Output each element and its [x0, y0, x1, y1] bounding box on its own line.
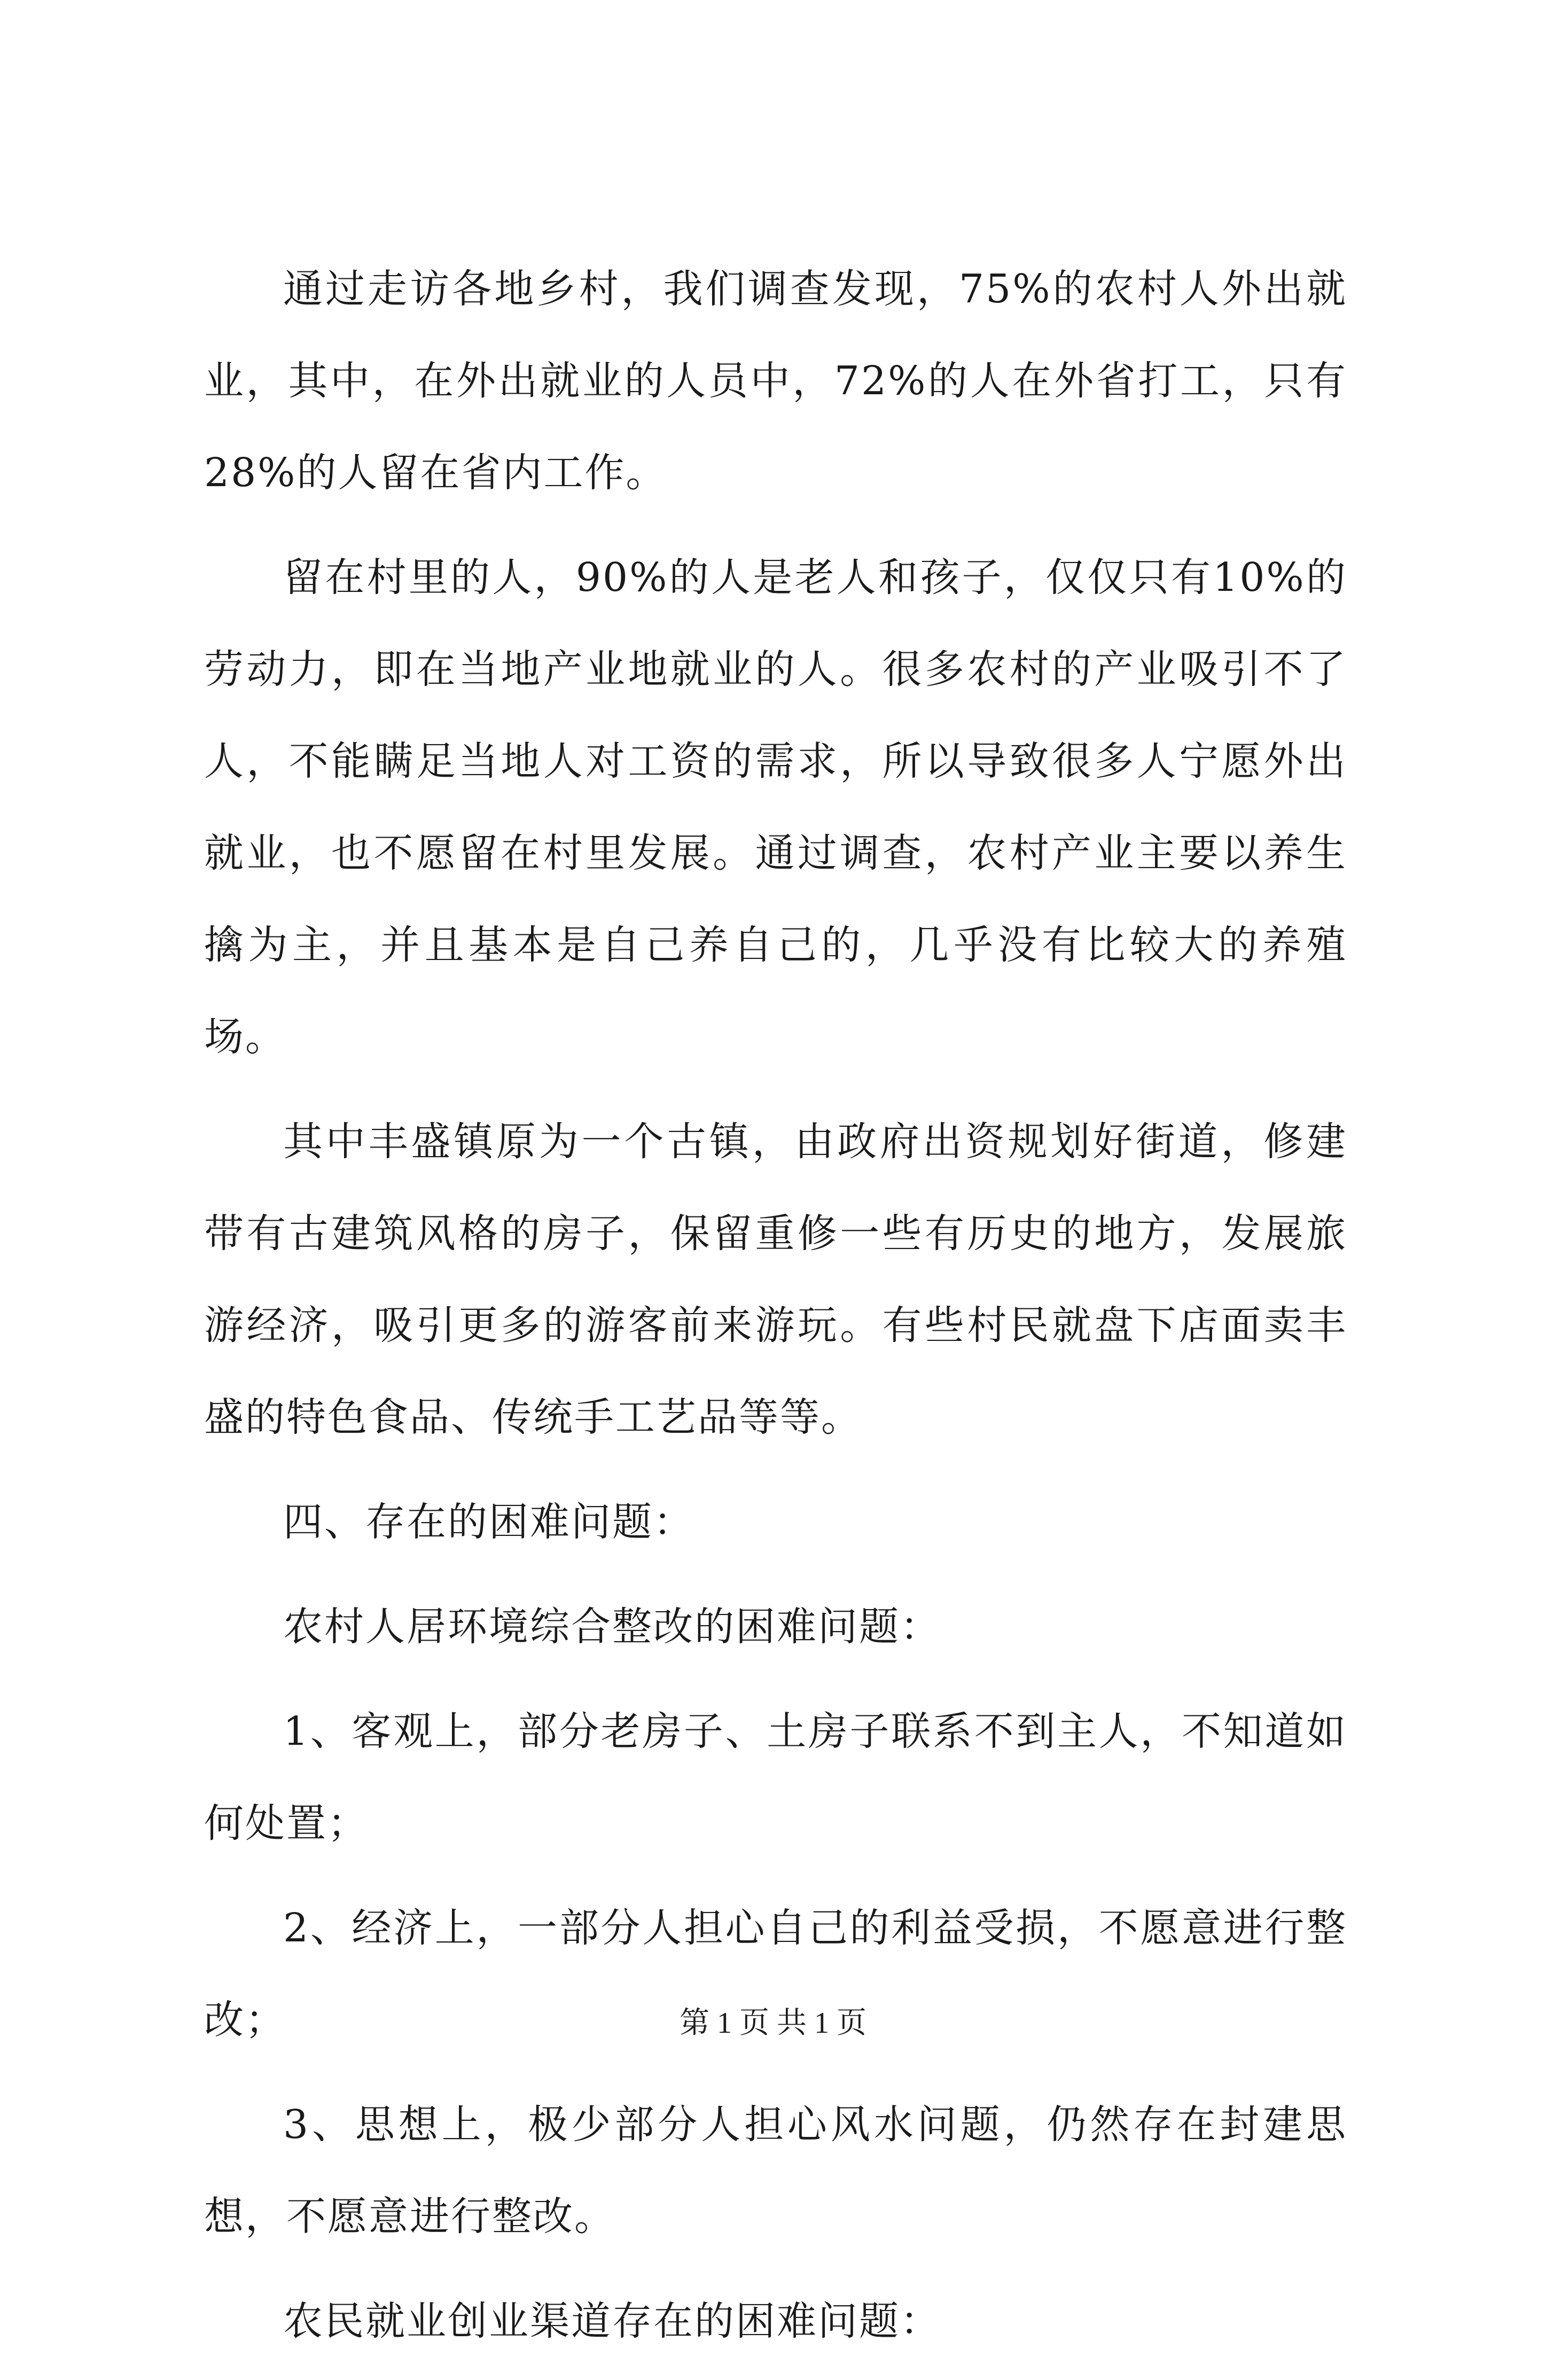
document-body — [204, 243, 1347, 2380]
paragraph-survey-findings: 通过走访各地乡村，我们调查发现，75%的农村人外出就业，其中，在外出就业的人员中，72%的人在外省打工，只有28%的人留在省内工作。 — [204, 266, 1347, 496]
subheading-living-environment: 农村人居环境综合整改的困难问题： — [283, 1604, 941, 1650]
paragraph-fengsheng-town: 其中丰盛镇原为一个古镇，由政府出资规划好街道，修建带有古建筑风格的房子，保留重修一些有历史的地方，发展旅游经济，吸引更多的游客前来游玩。有些村民就盘下店面卖丰盛的特色食品、传统手工艺品等等。 — [204, 1119, 1347, 1440]
section-heading-difficulties: 四、存在的困难问题： — [283, 1499, 694, 1545]
list-item-objective: 1、客观上，部分老房子、土房子联系不到主人，不知道如何处置； — [204, 1708, 1347, 1846]
list-item-economic: 2、经济上，一部分人担心自己的利益受损，不愿意进行整改； — [204, 1905, 1347, 2043]
list-item-ideological: 3、思想上，极少部分人担心风水问题，仍然存在封建思想，不愿意进行整改。 — [204, 2102, 1347, 2239]
paragraph-village-residents: 留在村里的人，90%的人是老人和孩子，仅仅只有10%的劳动力，即在当地产业地就业的人。很多农村的产业吸引不了人，不能瞒足当地人对工资的需求，所以导致很多人宁愿外出就业，也不愿留在村里发展。通过调查，农村产业主要以养生擒为主，并且基本是自己养自己的，几乎没有比较大的养殖场。 — [204, 555, 1347, 1060]
page-footer: 第 1 页 共 1 页 — [680, 2007, 866, 2040]
subheading-employment-channels: 农民就业创业渠道存在的困难问题： — [283, 2298, 941, 2344]
